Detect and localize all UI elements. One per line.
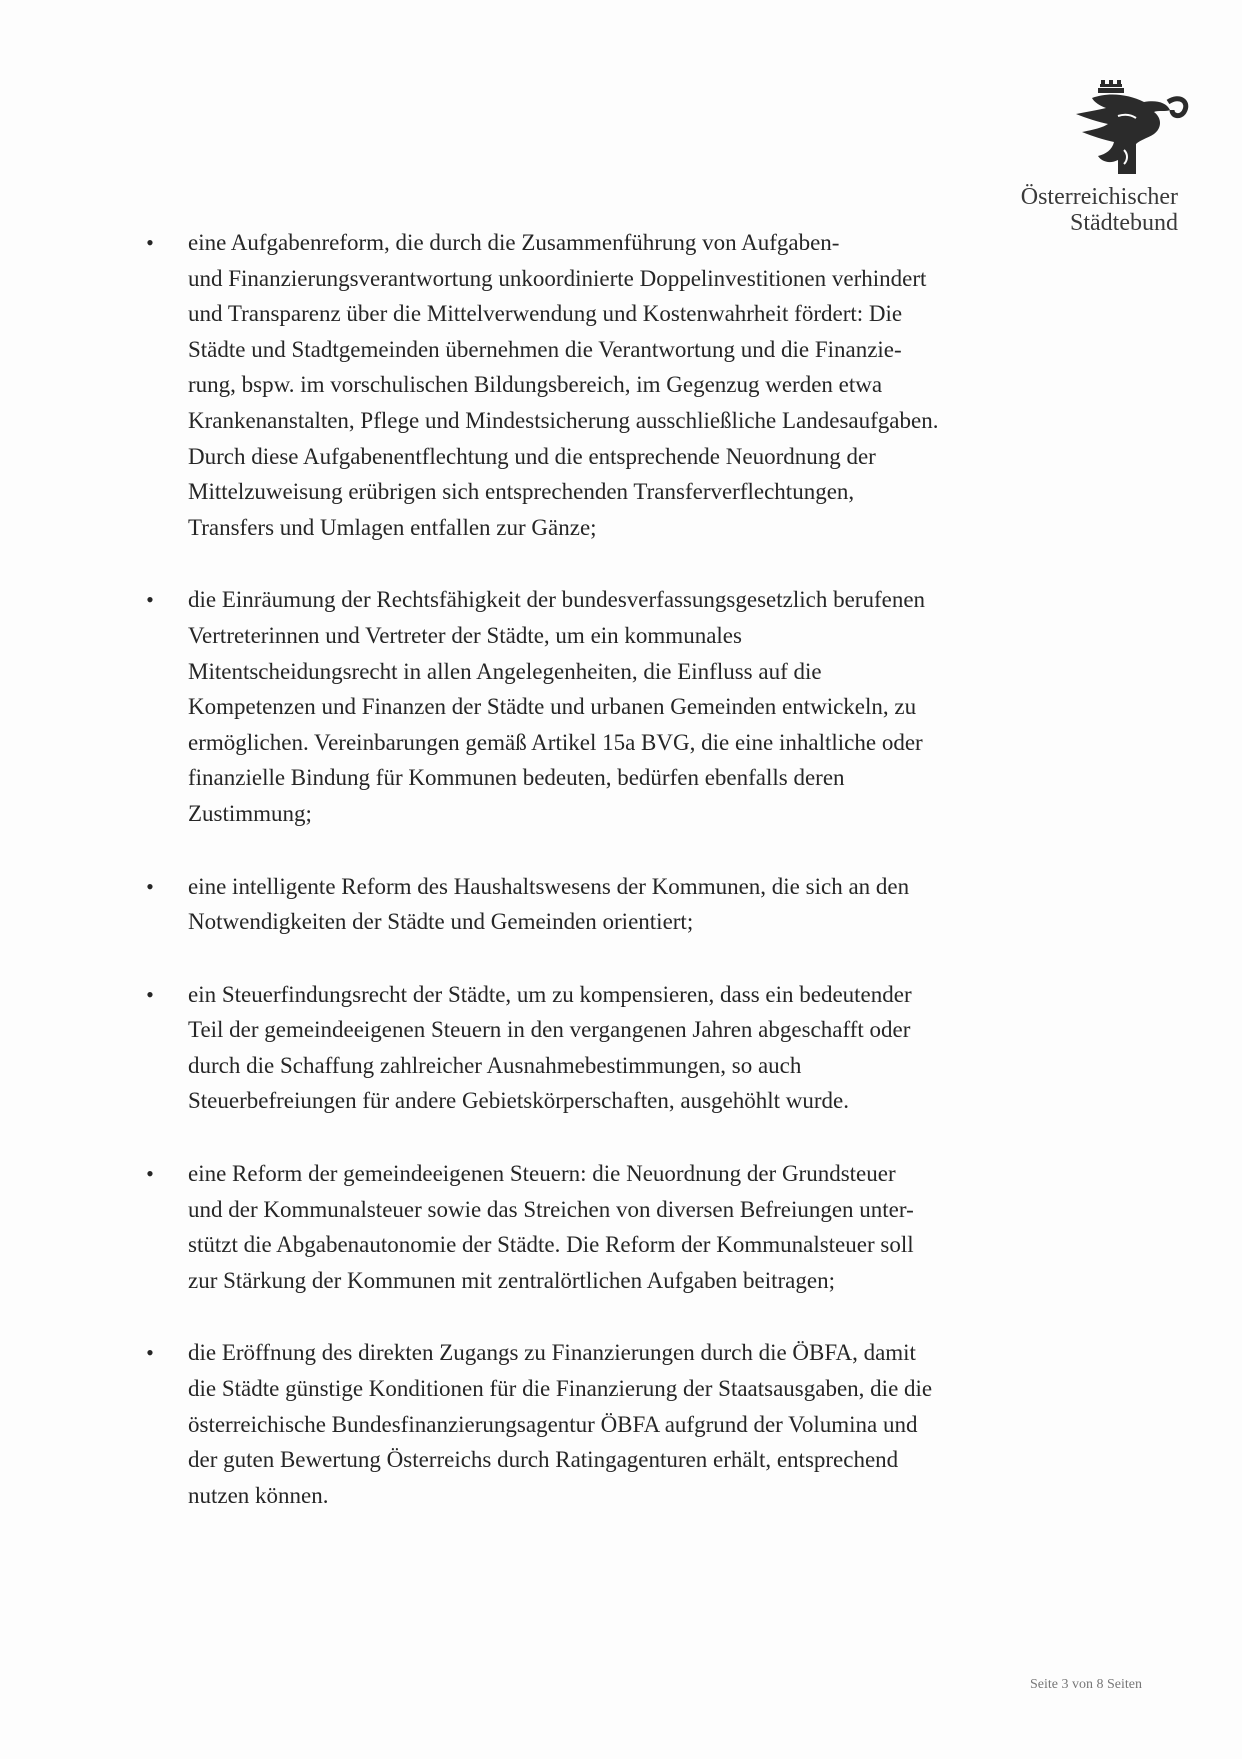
text-line: zur Stärkung der Kommunen mit zentralörtlichen Aufgaben beitragen; — [188, 1267, 835, 1293]
text-line: Steuerbefreiungen für andere Gebietskörperschaften, ausgehöhlt wurde. — [188, 1088, 849, 1114]
text-line: ermöglichen. Vereinbarungen gemäß Artikel 15a BVG, die eine inhaltliche oder — [188, 729, 923, 755]
text-line: eine Reform der gemeindeeigenen Steuern: die Neuordnung der Grundsteuer — [188, 1161, 896, 1187]
page-number: Seite 3 von 8 Seiten — [1030, 1677, 1142, 1692]
text-line: und der Kommunalsteuer sowie das Streichen von diversen Befreiungen unter- — [188, 1196, 914, 1222]
text-line: Durch diese Aufgabenentflechtung und die entsprechende Neuordnung der — [188, 443, 876, 469]
list-item-text — [188, 1156, 1100, 1298]
demands-list — [140, 225, 1100, 1513]
list-item-text — [188, 225, 1100, 545]
organization-name-line1: Österreichischer — [1020, 184, 1178, 210]
text-line: stützt die Abgabenautonomie der Städte. Die Reform der Kommunalsteuer soll — [188, 1232, 914, 1258]
text-line: die Eröffnung des direkten Zugangs zu Finanzierungen durch die ÖBFA, damit — [188, 1340, 916, 1366]
bullet-icon: • — [146, 1340, 154, 1366]
text-line: Mittelzuweisung erübrigen sich entsprechenden Transferverflechtungen, — [188, 479, 855, 505]
list-item — [140, 1335, 1100, 1513]
list-item — [140, 225, 1100, 545]
bullet-icon: • — [146, 981, 154, 1007]
text-line: Transfers und Umlagen entfallen zur Gänze; — [188, 514, 597, 540]
list-item-text — [188, 977, 1100, 1119]
staedtebund-logo-icon — [1058, 80, 1208, 180]
text-line: österreichische Bundesfinanzierungsagentur ÖBFA aufgrund der Volumina und — [188, 1411, 918, 1437]
text-line: der guten Bewertung Österreichs durch Ratingagenturen erhält, entsprechend — [188, 1447, 899, 1473]
list-item — [140, 977, 1100, 1119]
text-line: nutzen können. — [188, 1482, 329, 1508]
list-item — [140, 582, 1100, 831]
list-item-text — [188, 869, 1100, 940]
text-line: durch die Schaffung zahlreicher Ausnahmebestimmungen, so auch — [188, 1052, 802, 1078]
bullet-icon: • — [146, 1161, 154, 1187]
bullet-icon: • — [146, 587, 154, 613]
text-line: Vertreterinnen und Vertreter der Städte, um ein kommunales — [188, 622, 742, 648]
bullet-icon: • — [146, 230, 154, 255]
text-line: Kompetenzen und Finanzen der Städte und urbanen Gemeinden entwickeln, zu — [188, 694, 917, 720]
text-line: Städte und Stadtgemeinden übernehmen die Verantwortung und die Finanzie- — [188, 336, 902, 362]
list-item — [140, 1156, 1100, 1298]
text-line: die Städte günstige Konditionen für die Finanzierung der Staatsausgaben, die die — [188, 1376, 933, 1402]
text-line: Mitentscheidungsrecht in allen Angelegenheiten, die Einfluss auf die — [188, 658, 822, 684]
text-line: Zustimmung; — [188, 800, 312, 826]
bullet-icon: • — [146, 873, 154, 899]
organization-name-line2: Städtebund — [1070, 210, 1178, 236]
list-item — [140, 869, 1100, 940]
text-line: eine Aufgabenreform, die durch die Zusammenführung von Aufgaben- — [188, 230, 840, 255]
list-item-text — [188, 582, 1100, 831]
text-line: Teil der gemeindeeigenen Steuern in den vergangenen Jahren abgeschafft oder — [188, 1017, 911, 1043]
text-line: Notwendigkeiten der Städte und Gemeinden orientiert; — [188, 909, 694, 935]
text-line: finanzielle Bindung für Kommunen bedeuten, bedürfen ebenfalls deren — [188, 765, 845, 791]
list-item-text — [188, 1335, 1100, 1513]
text-line: die Einräumung der Rechtsfähigkeit der bundesverfassungsgesetzlich berufenen — [188, 587, 926, 613]
main-content — [140, 225, 1100, 1550]
text-line: rung, bspw. im vorschulischen Bildungsbereich, im Gegenzug werden etwa — [188, 372, 883, 398]
text-line: und Finanzierungsverantwortung unkoordinierte Doppelinvestitionen verhindert — [188, 265, 927, 291]
text-line: eine intelligente Reform des Haushaltswesens der Kommunen, die sich an den — [188, 873, 910, 899]
text-line: Krankenanstalten, Pflege und Mindestsicherung ausschließliche Landesaufgaben. — [188, 407, 939, 433]
text-line: und Transparenz über die Mittelverwendung und Kostenwahrheit fördert: Die — [188, 301, 903, 327]
text-line: ein Steuerfindungsrecht der Städte, um zu kompensieren, dass ein bedeutender — [188, 981, 912, 1007]
